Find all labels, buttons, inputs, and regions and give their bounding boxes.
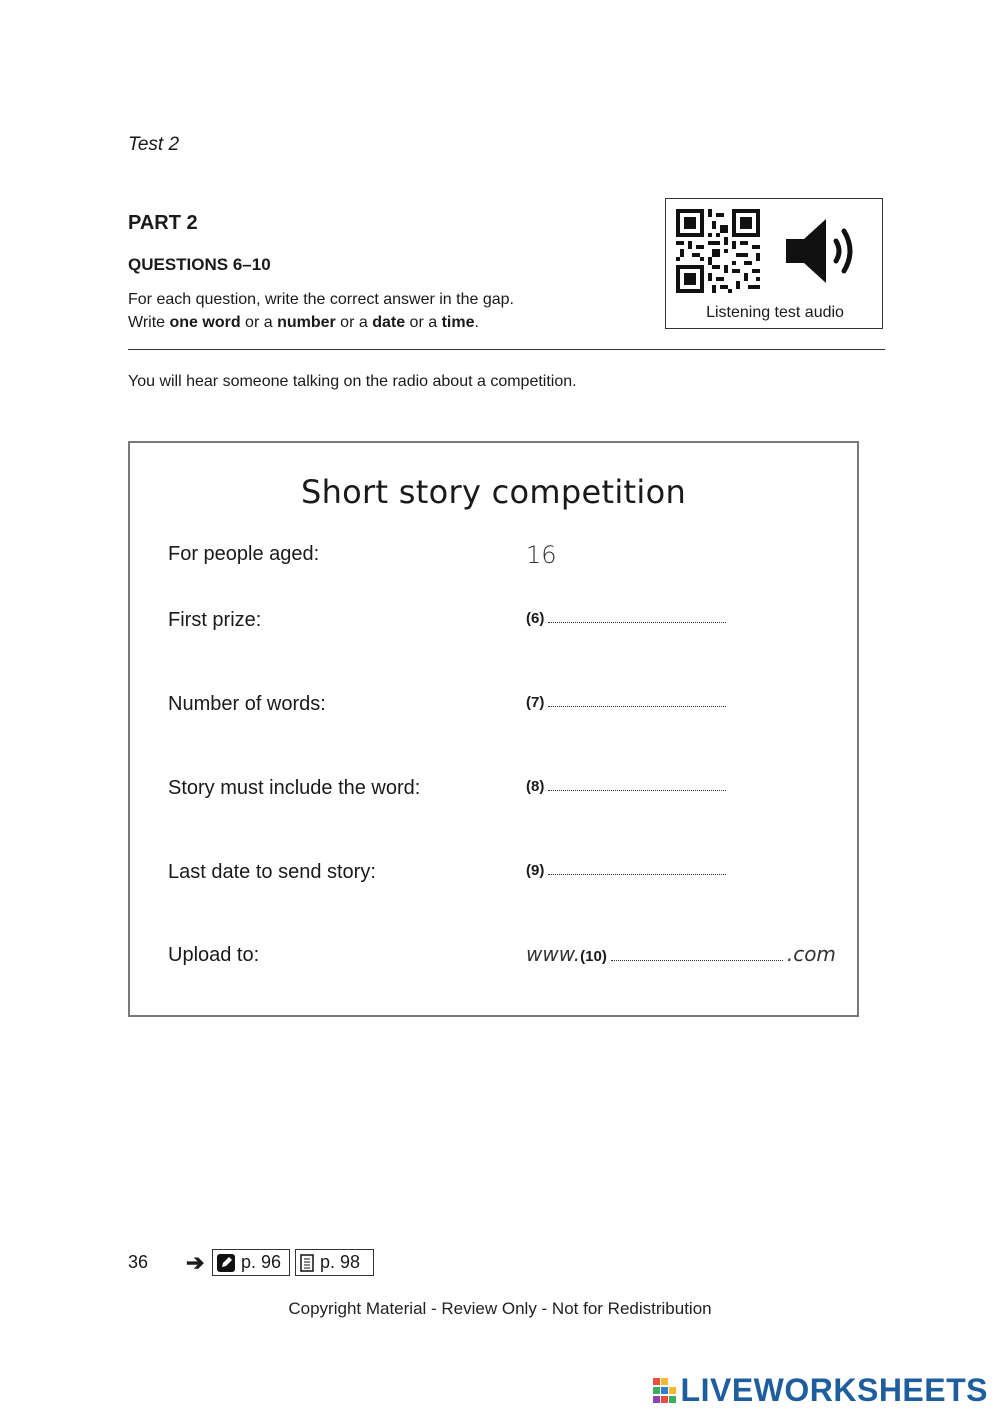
page-ref-transcript[interactable]: p. 98 bbox=[295, 1249, 374, 1276]
speaker-icon[interactable] bbox=[784, 215, 860, 287]
transcript-icon bbox=[300, 1254, 314, 1272]
example-label: For people aged: bbox=[168, 543, 320, 565]
arrow-icon: ➔ bbox=[186, 1250, 205, 1275]
instruction-line-2: Write one word or a number or a date or a time. bbox=[128, 314, 479, 331]
row-label-6: First prize: bbox=[168, 609, 262, 631]
answer-gap-10[interactable]: www.(10) .com bbox=[526, 942, 836, 966]
url-suffix: .com bbox=[786, 942, 836, 966]
answer-key-icon bbox=[217, 1254, 235, 1272]
questions-title: QUESTIONS 6–10 bbox=[128, 255, 271, 274]
form-title: Short story competition bbox=[300, 473, 687, 511]
notes-form bbox=[128, 441, 859, 1017]
row-label-8: Story must include the word: bbox=[168, 777, 421, 799]
row-label-10: Upload to: bbox=[168, 944, 260, 966]
copyright-notice: Copyright Material - Review Only - Not for Redistribution bbox=[288, 1299, 712, 1318]
instruction-line-1: For each question, write the correct answer in the gap. bbox=[128, 291, 514, 308]
qr-code-icon[interactable] bbox=[676, 209, 760, 293]
divider bbox=[128, 349, 885, 350]
brand-name: LIVEWORKSHEETS bbox=[680, 1372, 988, 1408]
row-label-9: Last date to send story: bbox=[168, 861, 376, 883]
answer-gap-6[interactable]: (6) bbox=[526, 610, 726, 628]
row-label-7: Number of words: bbox=[168, 693, 326, 715]
answer-gap-9[interactable]: (9) bbox=[526, 862, 726, 880]
url-prefix: www. bbox=[526, 942, 581, 966]
example-answer: 16 bbox=[526, 541, 557, 569]
audio-label: Listening test audio bbox=[706, 304, 844, 321]
answer-gap-8[interactable]: (8) bbox=[526, 778, 726, 796]
audio-box[interactable] bbox=[665, 198, 883, 329]
page-number: 36 bbox=[128, 1252, 149, 1272]
intro-text: You will hear someone talking on the radio about a competition. bbox=[128, 373, 577, 390]
running-head: Test 2 bbox=[128, 134, 180, 155]
liveworksheets-logo-icon bbox=[653, 1378, 677, 1404]
answer-gap-7[interactable]: (7) bbox=[526, 694, 726, 712]
part-title: PART 2 bbox=[128, 212, 198, 234]
liveworksheets-brand[interactable] bbox=[653, 1372, 988, 1409]
page-ref-answer-key[interactable]: p. 96 bbox=[212, 1249, 290, 1276]
